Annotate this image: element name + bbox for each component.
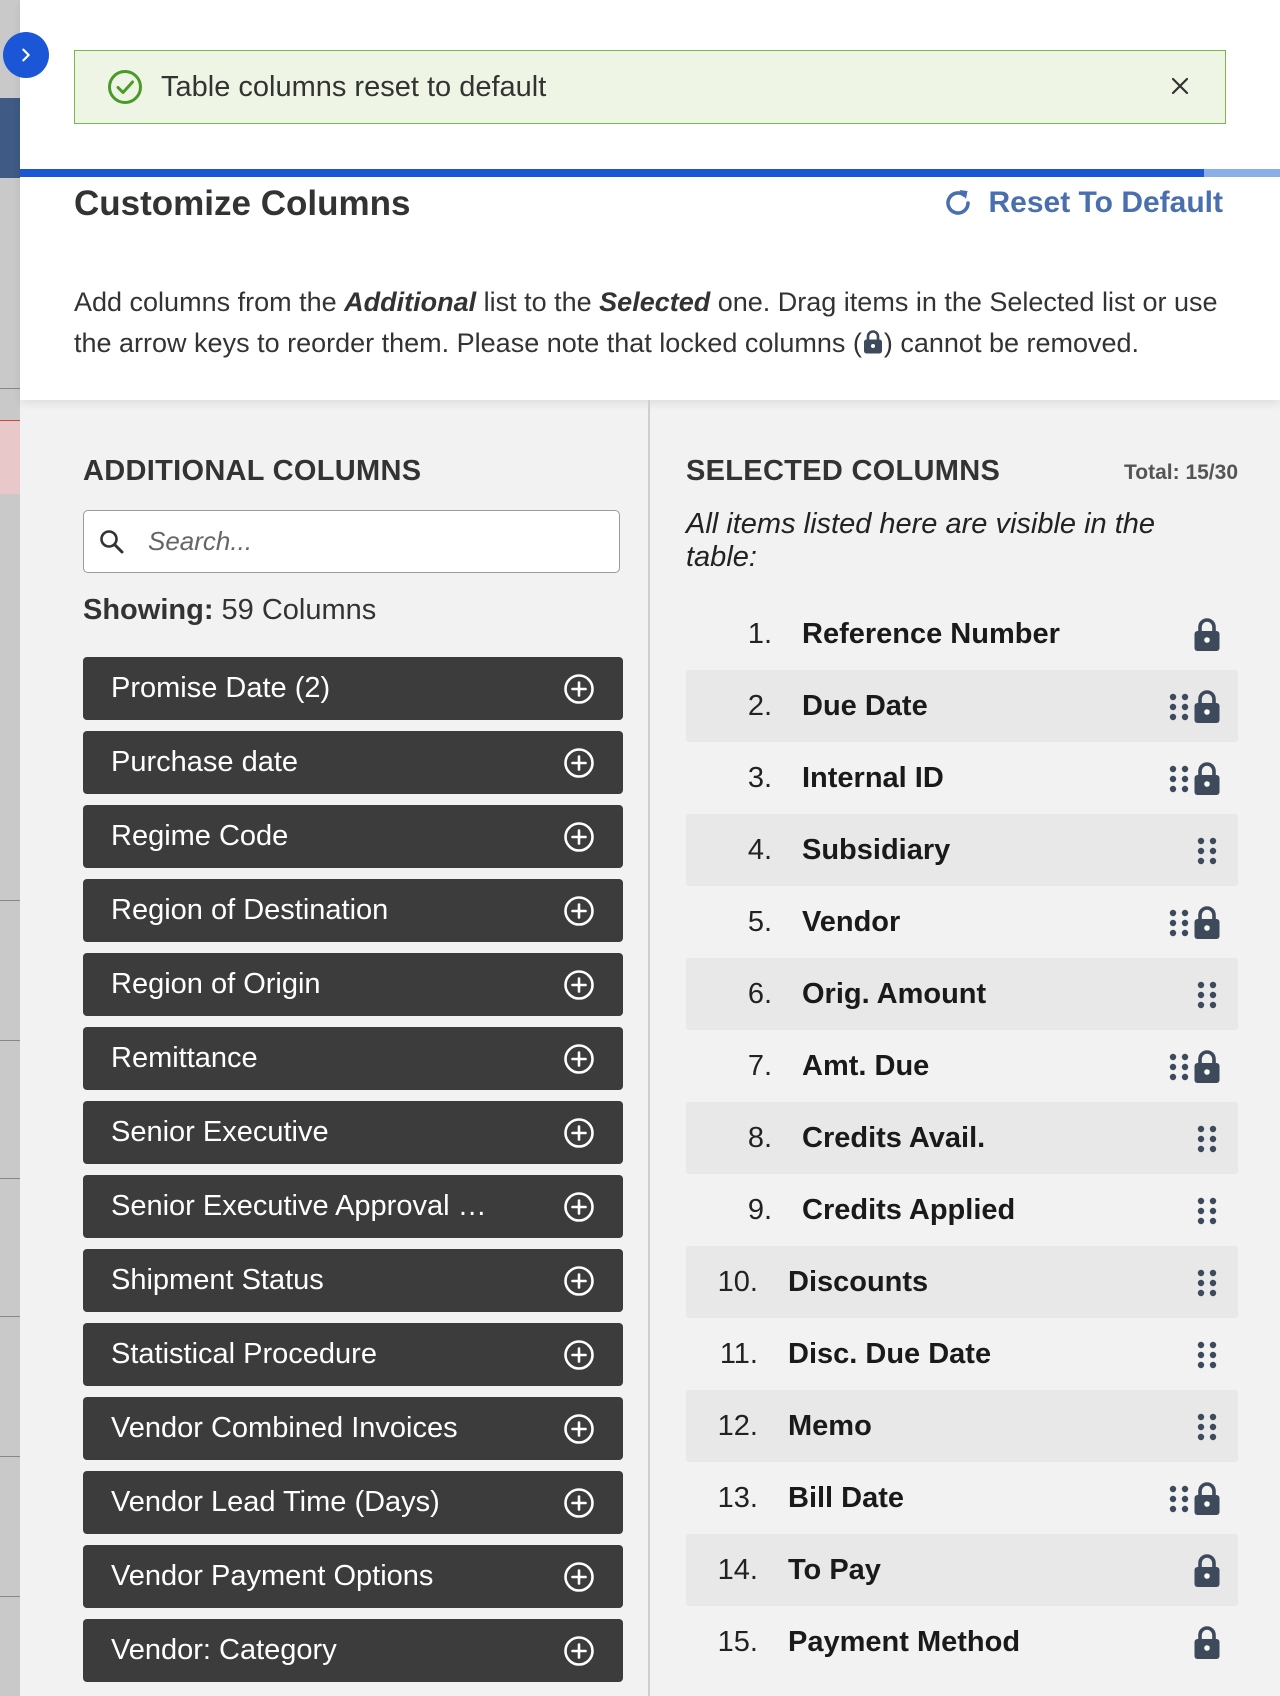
plus-circle-icon[interactable] (563, 821, 595, 853)
selected-column-number: 9. (747, 1193, 772, 1226)
additional-heading: ADDITIONAL COLUMNS (83, 455, 422, 487)
selected-column-label: Subsidiary (802, 833, 951, 866)
toast-message: Table columns reset to default (161, 70, 547, 103)
lock-icon (1192, 617, 1222, 653)
plus-circle-icon[interactable] (563, 1339, 595, 1371)
selected-column-label: Reference Number (802, 617, 1060, 650)
drag-handle-icon[interactable] (1196, 1412, 1218, 1442)
expand-panel-button[interactable] (3, 32, 49, 78)
drag-handle-icon[interactable] (1168, 692, 1190, 722)
drag-handle-icon[interactable] (1196, 980, 1218, 1010)
additional-column-label: Vendor Lead Time (Days) (111, 1486, 440, 1518)
drag-handle-icon[interactable] (1168, 1052, 1190, 1082)
selected-column-number: 7. (747, 1049, 772, 1082)
additional-list (83, 657, 623, 1693)
selected-column-label: Amt. Due (802, 1049, 930, 1082)
additional-column-label: Regime Code (111, 820, 289, 852)
selected-note: All items listed here are visible in the table: (686, 508, 1156, 573)
additional-column-label: Senior Executive Approval … (111, 1190, 487, 1222)
lock-icon (1192, 1625, 1222, 1661)
page-title: Customize Columns (74, 184, 411, 223)
background-divider (0, 1040, 20, 1041)
customize-columns-panel (20, 0, 1280, 1696)
search-icon (98, 528, 126, 556)
progress-fill (20, 169, 1204, 177)
plus-circle-icon[interactable] (563, 1265, 595, 1297)
drag-handle-icon[interactable] (1168, 764, 1190, 794)
selected-column-item[interactable] (686, 1318, 1238, 1390)
additional-column-label: Vendor Payment Options (111, 1560, 434, 1592)
progress-bar (20, 169, 1280, 177)
background-divider (0, 900, 20, 901)
drag-handle-icon[interactable] (1168, 1484, 1190, 1514)
chevron-right-icon (17, 46, 35, 64)
additional-column-item[interactable] (83, 1027, 623, 1090)
additional-column-item[interactable] (83, 953, 623, 1016)
lock-icon (1192, 1553, 1222, 1589)
additional-column-label: Vendor: Category (111, 1634, 337, 1666)
additional-column-item[interactable] (83, 1249, 623, 1312)
additional-column-label: Region of Origin (111, 968, 321, 1000)
background-divider (0, 388, 20, 389)
panel-header (20, 0, 1280, 400)
plus-circle-icon[interactable] (563, 1635, 595, 1667)
background-divider (0, 1178, 20, 1179)
total-count: Total: 15/30 (1124, 461, 1238, 484)
selected-column-number: 10. (717, 1265, 758, 1298)
selected-column-item[interactable] (686, 1246, 1238, 1318)
plus-circle-icon[interactable] (563, 673, 595, 705)
background-header (0, 98, 20, 178)
lock-icon (1192, 689, 1222, 725)
selected-column-number: 12. (717, 1409, 758, 1442)
selected-column-item[interactable] (686, 742, 1238, 814)
additional-column-item[interactable] (83, 805, 623, 868)
lock-icon (862, 329, 884, 355)
selected-column-label: Memo (788, 1409, 872, 1442)
refresh-icon (941, 186, 975, 220)
lock-icon (1192, 1049, 1222, 1085)
plus-circle-icon[interactable] (563, 1413, 595, 1445)
selected-column-label: Bill Date (788, 1481, 905, 1514)
background-divider (0, 1596, 20, 1597)
drag-handle-icon[interactable] (1196, 1340, 1218, 1370)
plus-circle-icon[interactable] (563, 747, 595, 779)
additional-column-item[interactable] (83, 657, 623, 720)
selected-column-number: 13. (717, 1481, 758, 1514)
toast-close-button[interactable] (1165, 71, 1195, 101)
selected-column-label: Discounts (788, 1265, 929, 1298)
search-box (83, 510, 620, 573)
success-toast (74, 50, 1226, 124)
instructions-text: list to the (476, 287, 600, 317)
additional-column-label: Senior Executive (111, 1116, 329, 1148)
instructions-text: Add columns from the (74, 287, 345, 317)
lock-icon (1192, 1481, 1222, 1517)
selected-column-item[interactable] (686, 598, 1238, 670)
additional-column-label: Statistical Procedure (111, 1338, 377, 1370)
drag-handle-icon[interactable] (1196, 1268, 1218, 1298)
plus-circle-icon[interactable] (563, 1043, 595, 1075)
selected-column-label: To Pay (788, 1553, 881, 1586)
selected-column-item[interactable] (686, 670, 1238, 742)
showing-value: 59 Columns (221, 594, 377, 626)
selected-column-number: 6. (747, 977, 772, 1010)
selected-column-item[interactable] (686, 1606, 1238, 1678)
additional-column-label: Purchase date (111, 746, 299, 778)
reset-label: Reset To Default (988, 186, 1223, 219)
selected-column-label: Due Date (802, 689, 928, 722)
selected-column-item[interactable] (686, 1030, 1238, 1102)
additional-column-item[interactable] (83, 1619, 623, 1682)
additional-column-item[interactable] (83, 1545, 623, 1608)
showing-count (83, 594, 376, 627)
selected-column-number: 14. (717, 1553, 758, 1586)
selected-column-item[interactable] (686, 958, 1238, 1030)
selected-column-number: 11. (719, 1337, 758, 1370)
selected-column-item[interactable] (686, 1102, 1238, 1174)
selected-column-label: Credits Applied (802, 1193, 1016, 1226)
selected-column-label: Payment Method (788, 1625, 1021, 1658)
selected-column-item[interactable] (686, 1534, 1238, 1606)
instructions (74, 282, 1254, 364)
selected-column-label: Disc. Due Date (788, 1337, 992, 1370)
background-divider (0, 1316, 20, 1317)
plus-circle-icon[interactable] (563, 969, 595, 1001)
lock-icon (1192, 761, 1222, 797)
selected-heading: SELECTED COLUMNS (686, 455, 1001, 487)
drag-handle-icon[interactable] (1196, 1196, 1218, 1226)
selected-column-label: Credits Avail. (802, 1121, 986, 1154)
selected-column-item[interactable] (686, 1174, 1238, 1246)
column-divider (648, 400, 650, 1696)
selected-list (686, 598, 1238, 1678)
instructions-text: ) cannot be removed. (883, 328, 1140, 358)
additional-column-item[interactable] (83, 1175, 623, 1238)
plus-circle-icon[interactable] (563, 1117, 595, 1149)
additional-column-label: Shipment Status (111, 1264, 324, 1296)
additional-column-item[interactable] (83, 1471, 623, 1534)
instructions-selected: Selected (599, 287, 711, 317)
additional-column-label: Region of Destination (111, 894, 389, 926)
additional-column-label: Promise Date (2) (111, 672, 331, 704)
selected-column-number: 8. (747, 1121, 772, 1154)
selected-column-item[interactable] (686, 814, 1238, 886)
additional-column-item[interactable] (83, 731, 623, 794)
drag-handle-icon[interactable] (1196, 1124, 1218, 1154)
selected-column-number: 5. (747, 905, 772, 938)
selected-column-number: 2. (747, 689, 772, 722)
selected-column-label: Orig. Amount (802, 977, 987, 1010)
additional-column-item[interactable] (83, 1397, 623, 1460)
instructions-additional: Additional (344, 287, 477, 317)
selected-column-number: 4. (747, 833, 772, 866)
search-input[interactable] (148, 526, 588, 557)
background-row-highlight (0, 420, 20, 494)
selected-column-number: 3. (747, 761, 772, 794)
plus-circle-icon[interactable] (563, 1487, 595, 1519)
plus-circle-icon[interactable] (563, 1561, 595, 1593)
additional-column-label: Remittance (111, 1042, 258, 1074)
additional-column-item[interactable] (83, 1101, 623, 1164)
selected-column-item[interactable] (686, 886, 1238, 958)
selected-column-item[interactable] (686, 1390, 1238, 1462)
check-circle-icon (107, 69, 143, 105)
instructions-text: one. Drag items in the Selected list or use the arrow keys to reorder them. Please note that locked columns ( (74, 287, 1218, 358)
additional-column-item[interactable] (83, 1323, 623, 1386)
selected-column-number: 15. (717, 1625, 758, 1658)
showing-label: Showing: (83, 594, 214, 626)
lock-icon (1192, 905, 1222, 941)
plus-circle-icon[interactable] (563, 1191, 595, 1223)
background-divider (0, 1456, 20, 1457)
background-app (0, 0, 20, 1696)
selected-column-label: Vendor (802, 905, 901, 938)
close-icon (1170, 76, 1190, 96)
drag-handle-icon[interactable] (1196, 836, 1218, 866)
reset-to-default-button[interactable] (941, 186, 1223, 220)
plus-circle-icon[interactable] (563, 895, 595, 927)
additional-column-label: Vendor Combined Invoices (111, 1412, 458, 1444)
additional-column-item[interactable] (83, 879, 623, 942)
selected-column-label: Internal ID (802, 761, 944, 794)
selected-column-number: 1. (747, 617, 772, 650)
selected-column-item[interactable] (686, 1462, 1238, 1534)
drag-handle-icon[interactable] (1168, 908, 1190, 938)
